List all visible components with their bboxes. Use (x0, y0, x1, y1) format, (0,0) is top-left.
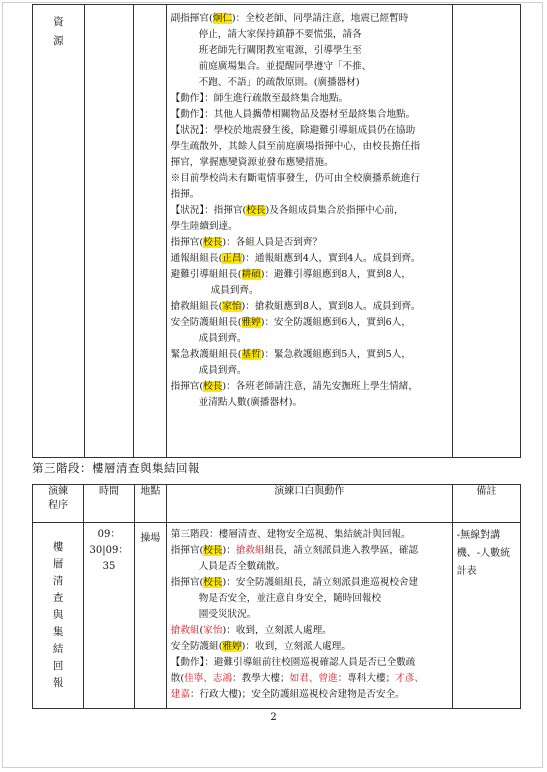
top-script-line (171, 299, 448, 315)
text-run: )：安全防護組組長，請立刻派員進巡視校舍建 (222, 577, 419, 588)
text-run: 並清點人數(廣播器材)。 (198, 397, 303, 408)
bottom-script-line (171, 671, 448, 687)
top-script-line (171, 395, 448, 411)
remarks-line: 計表 (456, 566, 477, 577)
bottom-script-line (171, 543, 448, 559)
bottom-script-line (171, 655, 448, 671)
text-run: 不跑、不語」的疏散原則。(廣播器材) (198, 77, 360, 88)
header-location: 地點 (134, 485, 166, 523)
red-text: 建嘉 (170, 689, 190, 700)
highlighted-name: 炯仁 (212, 13, 232, 24)
bottom-left-char: 層 (52, 558, 64, 570)
time-line: 09：30 (89, 529, 121, 556)
highlighted-name: 基哲 (241, 349, 261, 360)
text-run: 【動作】：其他人員攜帶相關物品及器材至最終集合地點。 (170, 109, 416, 120)
top-script-line (171, 75, 448, 91)
time-line: | (102, 545, 106, 556)
text-run: 組長，請立刻派員進入教學區，確認 (264, 545, 419, 556)
text-run: 指揮官( (170, 545, 204, 556)
text-run: 成員到齊。 (198, 365, 247, 376)
text-run: 指揮官( (170, 381, 204, 392)
highlighted-name: 雅婷 (241, 317, 261, 328)
text-run: 第三階段：樓層清查、建物安全巡視、集結統計與回報。 (170, 529, 411, 540)
bottom-script-line (171, 607, 448, 623)
location-text: 操場 (140, 533, 161, 544)
text-run: 【動作】：避難引導組前往校園巡視確認人員是否已全數疏 (170, 657, 416, 668)
section-title: 第三階段：樓層清查與集結回報 (32, 461, 200, 475)
text-run: )：緊急救護組應到5人，實到5人， (260, 349, 411, 360)
highlighted-name: 校長 (203, 545, 223, 556)
bottom-script-line (171, 591, 448, 607)
highlighted-name: 校長 (203, 237, 223, 248)
text-run: )：各班老師請注意，請先安撫班上學生情緒， (222, 381, 418, 392)
top-script-line (171, 43, 448, 59)
text-run: 安全防護組( (170, 641, 223, 652)
text-run: 揮官，掌握應變資源並發布應變措施。 (170, 157, 334, 168)
location-cell (134, 523, 166, 709)
highlighted-name: 耕碩 (241, 269, 261, 280)
top-script-line (171, 59, 448, 75)
header-script: 演練口白與動作 (166, 485, 452, 523)
highlighted-name: 校長 (203, 381, 223, 392)
top-script-line (171, 283, 448, 299)
top-left-text (33, 5, 84, 51)
highlighted-name: 雅婷 (222, 641, 242, 652)
top-content-cell (166, 5, 452, 458)
text-run: 指揮。 (170, 189, 200, 200)
text-run: ：專科大樓； (337, 673, 396, 684)
text-run: )：全校老師、同學請注意，地震已經暫時 (231, 13, 409, 24)
top-script-line (171, 219, 448, 235)
bottom-left-char: 報 (52, 677, 64, 689)
bottom-content-cell (166, 523, 452, 709)
top-script-line (171, 155, 448, 171)
text-run: 學生疏散外，其餘人員至前庭廣場指揮中心，由校長擔任指 (170, 141, 421, 152)
text-run: 班老師先行關閉教室電源，引導學生至 (198, 45, 362, 56)
red-text: 家怡 (203, 625, 223, 636)
top-remarks-cell (452, 5, 520, 458)
highlighted-name: 家怡 (222, 301, 242, 312)
text-run: )：避難引導組應到8人，實到8人， (260, 269, 411, 280)
red-text: 如君、曾進 (289, 673, 338, 684)
text-run: 成員到齊。 (198, 333, 247, 344)
header-drill (33, 485, 84, 523)
text-run: 成員到齊。 (210, 285, 259, 296)
remarks-line: -人數統 (476, 548, 511, 559)
bottom-script-line (171, 639, 448, 655)
top-left-char: 源 (53, 35, 64, 47)
bottom-script-line (171, 687, 448, 703)
highlighted-name: 校長 (203, 577, 223, 588)
top-script-line (171, 363, 448, 379)
bottom-script-line (171, 559, 448, 575)
text-run: 指揮官( (170, 577, 204, 588)
highlighted-name: 正昌 (222, 253, 242, 264)
text-run: 通報組組長( (170, 253, 223, 264)
bottom-left-char: 回 (52, 660, 64, 672)
top-script-line (171, 235, 448, 251)
text-run: 學生陸續到達。 (170, 221, 238, 232)
text-run: )：搶救組應到8人，實到8人。成員到齊。 (241, 301, 421, 312)
top-script-line (171, 187, 448, 203)
bottom-left-char: 集 (52, 626, 64, 638)
header-drill-line-1: 演練 (48, 486, 69, 497)
time-cell (84, 523, 135, 709)
time-line: 09：35 (102, 545, 129, 572)
remarks-line: -無線對 (456, 530, 491, 541)
red-text: 搶救組 (170, 625, 200, 636)
text-run: )及各組成員集合於指揮中心前， (265, 205, 404, 216)
remarks-text (453, 523, 520, 581)
top-script-line (171, 347, 448, 363)
text-run: 物是否安全，並注意自身安全，隨時回報校 (198, 593, 382, 604)
top-empty-col-1 (84, 5, 134, 458)
text-run: )：安全防護組應到6人，實到6人， (260, 317, 411, 328)
text-run: 園受災狀況。 (198, 609, 257, 620)
header-remarks: 備註 (452, 485, 520, 523)
text-run: 停止，請大家保持鎮靜不要慌張，請各 (198, 29, 362, 40)
top-script-line (171, 171, 448, 187)
text-run: 安全防護組組長( (170, 317, 242, 328)
top-script-line (171, 267, 448, 283)
bottom-left-text (33, 523, 83, 692)
text-run: 緊急救護組組長( (170, 349, 242, 360)
text-run: 【動作】：師生進行疏散至最終集合地點。 (170, 93, 349, 104)
text-run: 副指揮官( (170, 13, 213, 24)
text-run: )：各組人員是否到齊？ (222, 237, 323, 248)
bottom-script-content (167, 523, 452, 707)
text-run: ( (199, 625, 204, 636)
text-run: 人員是否全數疏散。 (198, 561, 286, 572)
text-run: 【狀況】：指揮官( (170, 205, 247, 216)
top-script-line (171, 27, 448, 43)
red-text: 搶救組 (235, 545, 265, 556)
text-run: ※目前學校尚未有斷電情事發生，仍可由全校廣播系統進行 (170, 173, 421, 184)
top-left-column (33, 5, 85, 458)
bottom-script-line (171, 623, 448, 639)
bottom-left-char: 樓 (52, 541, 64, 553)
red-text: 佳寧、志鴻 (184, 673, 233, 684)
text-run: 【狀況】：學校於地震發生後，除避難引導組成員仍在協助 (170, 125, 416, 136)
top-script-line (171, 251, 448, 267)
header-time: 時間 (84, 485, 135, 523)
text-run: 指揮官( (170, 237, 204, 248)
top-script-line (171, 331, 448, 347)
text-run: 搶救組組長( (170, 301, 223, 312)
text-run: 避難引導組組長( (170, 269, 242, 280)
bottom-left-char: 結 (52, 643, 64, 655)
bottom-script-line (171, 527, 448, 543)
highlighted-name: 校長 (246, 205, 266, 216)
top-script-line (171, 123, 448, 139)
top-script-line (171, 107, 448, 123)
top-script-line (171, 203, 448, 219)
text-run: 前庭廣場集合。並提醒同學遵守「不推、 (198, 61, 372, 72)
text-run: ：行政大樓)；安全防護組巡視校舍建物是否安全。 (189, 689, 405, 700)
header-drill-line-2: 程序 (48, 500, 69, 511)
bottom-left-column (33, 523, 84, 709)
top-table (32, 4, 521, 458)
top-script-line (171, 91, 448, 107)
top-script-content (167, 5, 452, 415)
bottom-script-line (171, 575, 448, 591)
bottom-left-char: 與 (52, 609, 64, 621)
bottom-table (32, 484, 521, 709)
top-script-line (171, 11, 448, 27)
top-script-line (171, 139, 448, 155)
time-range (84, 523, 134, 575)
text-run: )：通報組應到4人，實到4人。成員到齊。 (241, 253, 421, 264)
bottom-left-char: 查 (52, 592, 64, 604)
top-empty-col-2 (134, 5, 166, 458)
text-run: )：收到，立刻派人處理。 (222, 625, 332, 636)
top-script-line (171, 379, 448, 395)
text-run: )：收到，立刻派人處理。 (241, 641, 351, 652)
red-text: 才彥、 (395, 673, 424, 684)
text-run: 散( (170, 673, 185, 684)
top-left-char: 資 (53, 16, 64, 28)
remarks-cell (452, 523, 520, 709)
remarks-line: 講機、 (456, 530, 501, 559)
page-number: 2 (270, 712, 277, 723)
top-script-line (171, 315, 448, 331)
bottom-left-char: 清 (52, 575, 64, 587)
text-run: )： (222, 545, 236, 556)
text-run: ：教學大樓； (232, 673, 290, 684)
